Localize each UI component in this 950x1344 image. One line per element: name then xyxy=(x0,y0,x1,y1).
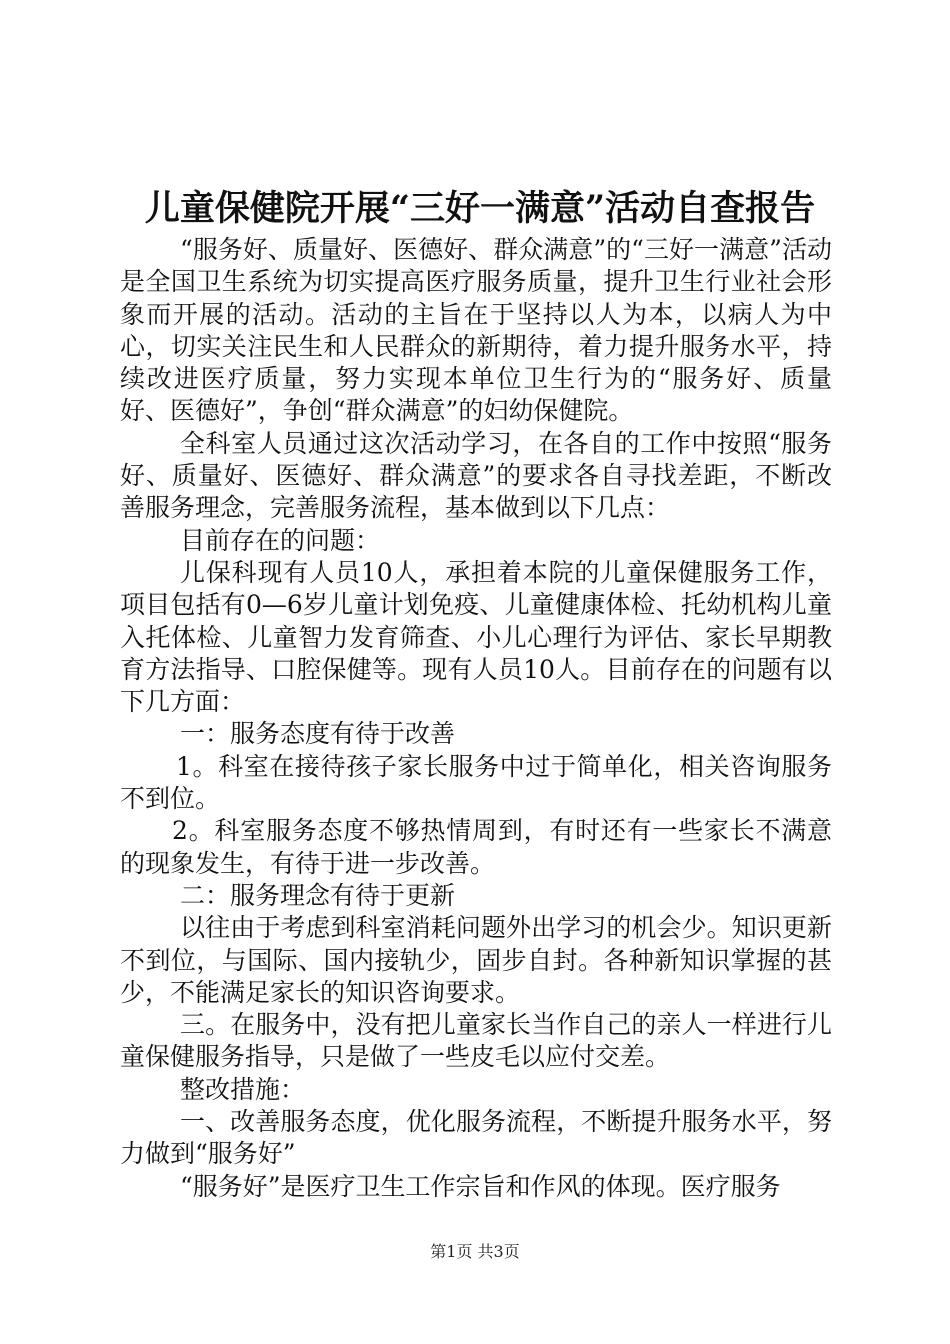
paragraph-service-good: “服务好”是医疗卫生工作宗旨和作风的体现。医疗服务 xyxy=(180,1171,781,1201)
paragraph-item-2: 2。科室服务态度不够热情周到，有时还有一些家长不满意的现象发生，有待于进一步改善。 xyxy=(120,816,832,878)
paragraph-heading-concept: 二：服务理念有待于更新 xyxy=(180,880,456,910)
document-title: 儿童保健院开展“三好一满意”活动自查报告 xyxy=(144,188,816,229)
paragraph-item-1: 1。科室在接待孩子家长服务中过于简单化，相关咨询服务不到位。 xyxy=(120,751,832,814)
paragraph-heading-measures: 整改措施： xyxy=(180,1074,306,1104)
paragraph-intro: “服务好、质量好、医德好、群众满意”的“三好一满意”活动是全国卫生系统为切实提高医疗服务质量，提升卫生行业社会形象而开展的活动。活动的主旨在于坚持以人为本，以病人为中心，切实关注民生和人民群众的新期待，着力提升服务水平，持续改进医疗质量，努力实现本单位卫生行为的“服务好、质量好、医德好”，争创“群众满意”的妇幼保健院。 xyxy=(120,235,832,426)
paragraph-item-3: 三。在服务中，没有把儿童家长当作自己的亲人一样进行儿童保健服务指导，只是做了一些皮毛以应付交差。 xyxy=(120,1010,832,1072)
paragraph-heading-attitude: 一：服务态度有待于改善 xyxy=(180,719,456,749)
paragraph-staff: 儿保科现有人员10人，承担着本院的儿童保健服务工作，项目包括有0—6岁儿童计划免疫、儿童健康体检、托幼机构儿童入托体检、儿童智力发育筛查、小儿心理行为评估、家长早期教育方法指导、口腔保健等。现有人员10人。目前存在的问题有以下几方面： xyxy=(120,557,832,717)
paragraph-study: 全科室人员通过这次活动学习，在各自的工作中按照“服务好、质量好、医德好、群众满意”的要求各自寻找差距，不断改善服务理念，完善服务流程，基本做到以下几点： xyxy=(120,428,832,523)
document-body xyxy=(120,234,832,1203)
paragraph-heading-problems: 目前存在的问题： xyxy=(180,525,381,555)
paragraph-knowledge: 以往由于考虑到科室消耗问题外出学习的机会少。知识更新不到位，与国际、国内接轨少，固步自封。各种新知识掌握的甚少，不能满足家长的知识咨询要求。 xyxy=(120,913,832,1007)
paragraph-measure-1: 一、改善服务态度，优化服务流程，不断提升服务水平，努力做到“服务好” xyxy=(120,1107,832,1169)
page-footer: 第1页 共3页 xyxy=(430,1242,520,1261)
